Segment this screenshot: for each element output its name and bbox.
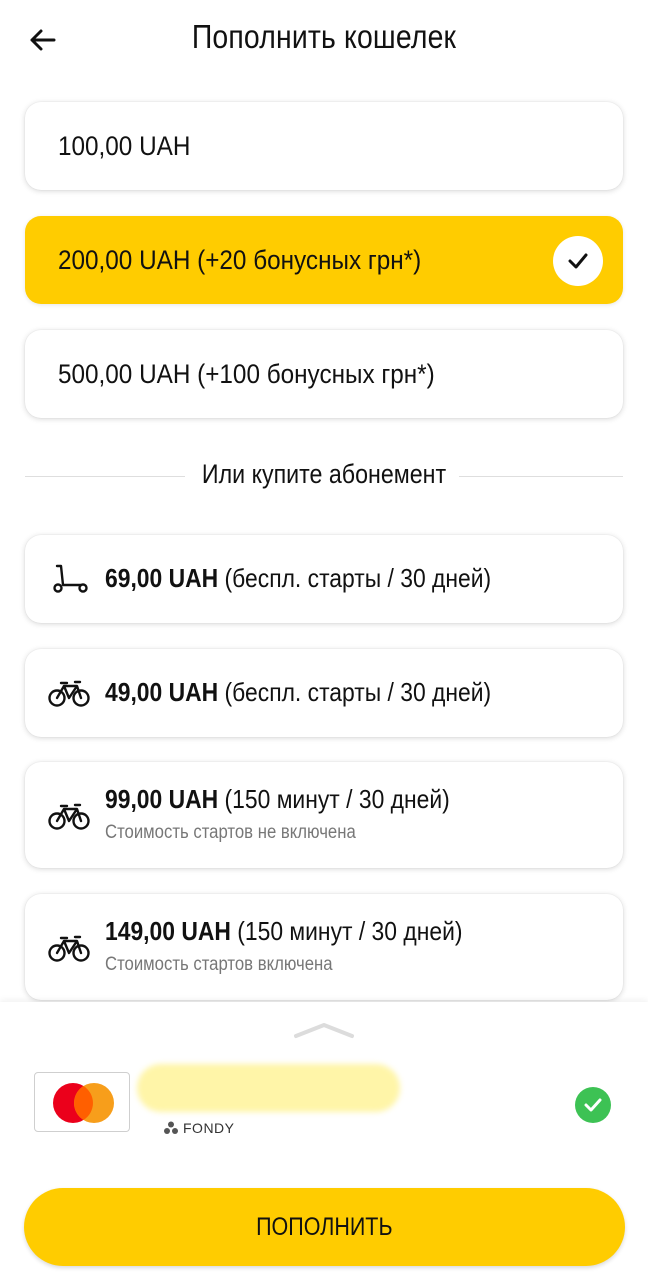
checkmark-icon bbox=[567, 252, 589, 270]
subscription-price: 99,00 UAH bbox=[105, 784, 219, 814]
amount-option-500[interactable] bbox=[25, 330, 623, 418]
amount-label: 200,00 UAH (+20 бонусных грн*) bbox=[58, 244, 422, 275]
card-brand-logo bbox=[34, 1072, 130, 1132]
subscription-text bbox=[105, 563, 491, 594]
sheet-handle-icon[interactable] bbox=[293, 1020, 355, 1040]
bicycle-icon bbox=[47, 800, 91, 832]
amount-option-100[interactable] bbox=[25, 102, 623, 190]
subscription-details: (150 минут / 30 дней) bbox=[224, 784, 450, 814]
subscription-note: Стоимость стартов включена bbox=[105, 954, 333, 975]
subscription-price: 69,00 UAH bbox=[105, 563, 219, 593]
subscription-details: (беспл. старты / 30 дней) bbox=[224, 563, 492, 593]
subscription-price: 49,00 UAH bbox=[105, 677, 219, 707]
selected-check bbox=[553, 236, 603, 286]
subscription-text bbox=[105, 784, 450, 815]
subscription-details: (150 минут / 30 дней) bbox=[237, 916, 463, 946]
subscription-text bbox=[105, 677, 491, 708]
mastercard-icon bbox=[35, 1073, 131, 1133]
payment-provider bbox=[163, 1120, 235, 1136]
divider-text: Или купите абонемент bbox=[201, 459, 447, 489]
scooter-icon bbox=[47, 563, 91, 595]
checkmark-icon bbox=[583, 1097, 603, 1113]
subscription-note: Стоимость стартов не включена bbox=[105, 822, 356, 843]
subscription-option-bike-99[interactable] bbox=[25, 762, 623, 868]
amount-option-200[interactable] bbox=[25, 216, 623, 304]
header bbox=[0, 0, 648, 80]
subscription-divider bbox=[25, 456, 623, 496]
subscription-details: (беспл. старты / 30 дней) bbox=[224, 677, 492, 707]
bicycle-icon bbox=[47, 932, 91, 964]
subscription-option-bike-149[interactable] bbox=[25, 894, 623, 1000]
page-title: Пополнить кошелек bbox=[191, 18, 457, 55]
topup-button-label: ПОПОЛНИТЬ bbox=[256, 1212, 393, 1241]
subscription-price: 149,00 UAH bbox=[105, 916, 231, 946]
subscription-text bbox=[105, 916, 462, 947]
bicycle-icon bbox=[47, 677, 91, 709]
fondy-logo-icon bbox=[163, 1121, 179, 1135]
amount-label: 500,00 UAH (+100 бонусных грн*) bbox=[58, 358, 435, 389]
subscription-option-bike-49[interactable] bbox=[25, 649, 623, 737]
provider-name: FONDY bbox=[183, 1120, 235, 1136]
check-circle-icon bbox=[575, 1087, 611, 1123]
redaction-mark bbox=[137, 1064, 400, 1112]
amount-label: 100,00 UAH bbox=[58, 130, 191, 161]
topup-button[interactable] bbox=[24, 1188, 625, 1266]
subscription-option-scooter[interactable] bbox=[25, 535, 623, 623]
